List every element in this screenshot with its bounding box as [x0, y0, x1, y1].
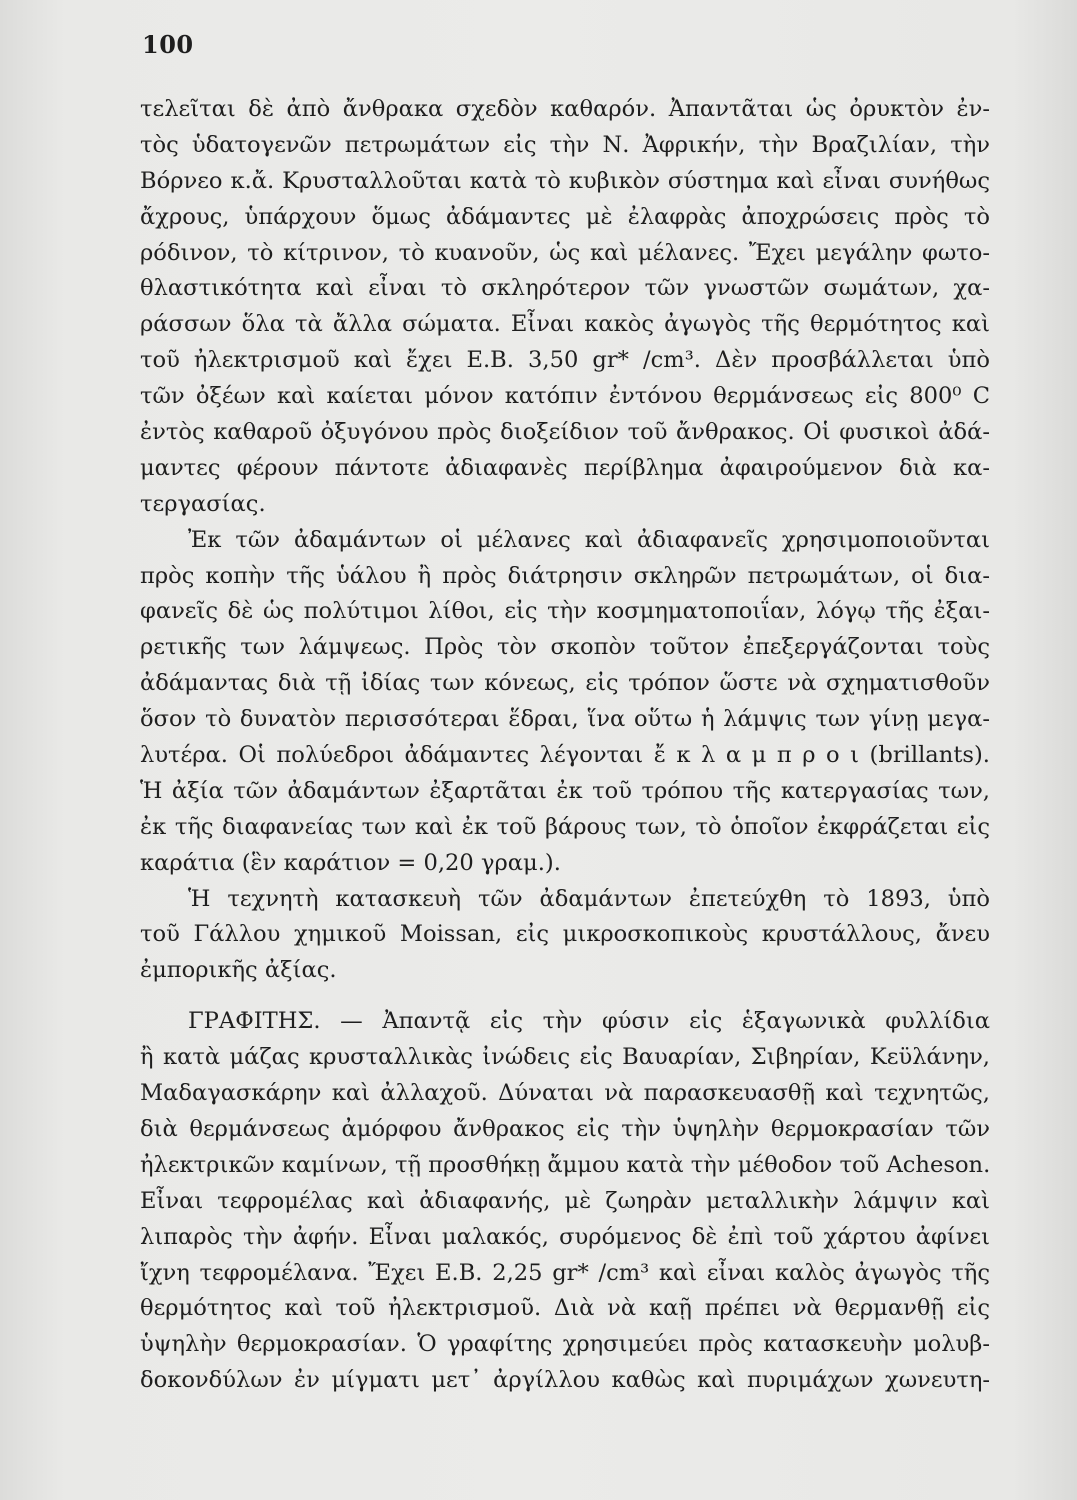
- text-line: καράτια (ἓν καράτιον = 0,20 γραμ.).: [140, 849, 561, 876]
- paragraph-synthetic-diamond: [140, 882, 990, 990]
- text-line: τελεῖται δὲ ἀπὸ ἄνθρακα σχεδὸν καθαρόν. Ἀπαντᾶται ὡς ὀρυκτὸν ἐν-: [140, 96, 990, 122]
- text-line: τῶν ὀξέων καὶ καίεται μόνον κατόπιν ἐντόνου θερμάνσεως εἰς 800⁰ C: [140, 383, 990, 410]
- text-line: Εἶναι τεφρομέλας καὶ ἀδιαφανής, μὲ ζωηρὰν μεταλλικὴν λάμψιν καὶ: [140, 1187, 990, 1214]
- text-line: λυτέρα. Οἱ πολύεδροι ἀδάμαντες λέγονται ἔ κ λ α μ π ρ ο ι (brillants).: [140, 742, 990, 769]
- text-line: λιπαρὸς τὴν ἀφήν. Εἶναι μαλακός, συρόμενος δὲ ἐπὶ τοῦ χάρτου ἀφίνει: [140, 1223, 990, 1250]
- text-line: ἐντὸς καθαροῦ ὀξυγόνου πρὸς διοξείδιον τοῦ ἄνθρακος. Οἱ φυσικοὶ ἀδά-: [140, 419, 990, 446]
- text-line: Ἡ ἀξία τῶν ἀδαμάντων ἐξαρτᾶται ἐκ τοῦ τρόπου τῆς κατεργασίας των,: [140, 777, 990, 804]
- text-line: μαντες φέρουν πάντοτε ἀδιαφανὲς περίβλημα ἀφαιρούμενον διὰ κα-: [140, 454, 990, 481]
- text-line: ἐμπορικῆς ἀξίας.: [140, 957, 337, 984]
- paragraph-graphite: [140, 1004, 990, 1399]
- text-line: ΓΡΑΦΙΤΗΣ. — Ἀπαντᾷ εἰς τὴν φύσιν εἰς ἑξαγωνικὰ φυλλίδια: [188, 1008, 990, 1035]
- text-line: θλαστικότητα καὶ εἶναι τὸ σκληρότερον τῶν γνωστῶν σωμάτων, χα-: [140, 275, 990, 302]
- text-line: τεργασίας.: [140, 490, 266, 517]
- text-line: τοῦ ἠλεκτρισμοῦ καὶ ἔχει Ε.Β. 3,50 gr* /cm³. Δὲν προσβάλλεται ὑπὸ: [140, 347, 990, 374]
- text-line: φανεῖς δὲ ὡς πολύτιμοι λίθοι, εἰς τὴν κοσμηματοποιΐαν, λόγῳ τῆς ἐξαι-: [140, 598, 990, 625]
- page-number: 100: [142, 30, 194, 59]
- text-line: ἄχρους, ὑπάρχουν ὅμως ἀδάμαντες μὲ ἐλαφρὰς ἀποχρώσεις πρὸς τὸ: [140, 203, 990, 230]
- text-line: θερμότητος καὶ τοῦ ἠλεκτρισμοῦ. Διὰ νὰ καῇ πρέπει νὰ θερμανθῇ εἰς: [140, 1295, 990, 1322]
- text-line: Ἡ τεχνητὴ κατασκευὴ τῶν ἀδαμάντων ἐπετεύχθη τὸ 1893, ὑπὸ: [188, 885, 990, 912]
- text-line: τοῦ Γάλλου χημικοῦ Moissan, εἰς μικροσκοπικοὺς κρυστάλλους, ἄνευ: [140, 921, 990, 948]
- text-line: διὰ θερμάνσεως ἀμόρφου ἄνθρακος εἰς τὴν ὑψηλὴν θερμοκρασίαν τῶν: [140, 1115, 990, 1142]
- text-line: Ἐκ τῶν ἀδαμάντων οἱ μέλανες καὶ ἀδιαφανεῖς χρησιμοποιοῦνται: [188, 526, 990, 553]
- text-line: ράσσων ὅλα τὰ ἄλλα σώματα. Εἶναι κακὸς ἀγωγὸς τῆς θερμότητος καὶ: [140, 311, 990, 338]
- body-text: [140, 92, 990, 1399]
- text-line: ἀδάμαντας διὰ τῇ ἰδίας των κόνεως, εἰς τρόπον ὥστε νὰ σχηματισθοῦν: [140, 670, 990, 697]
- text-line: ρόδινον, τὸ κίτρινον, τὸ κυανοῦν, ὡς καὶ μέλανες. Ἔχει μεγάλην φωτο-: [140, 239, 990, 266]
- text-line: ρετικῆς των λάμψεως. Πρὸς τὸν σκοπὸν τοῦτον ἐπεξεργάζονται τοὺς: [140, 634, 990, 661]
- text-line: ἴχνη τεφρομέλανα. Ἔχει Ε.Β. 2,25 gr* /cm³ καὶ εἶναι καλὸς ἀγωγὸς τῆς: [140, 1259, 990, 1286]
- paragraph-diamond-properties: [140, 92, 990, 523]
- text-line: δοκονδύλων ἐν μίγματι μετ᾽ ἀργίλλου καθὼς καὶ πυριμάχων χωνευτη-: [140, 1367, 990, 1394]
- text-line: ἢ κατὰ μάζας κρυσταλλικὰς ἰνώδεις εἰς Βαυαρίαν, Σιβηρίαν, Κεϋλάνην,: [140, 1044, 990, 1071]
- text-line: ὅσον τὸ δυνατὸν περισσότεραι ἕδραι, ἵνα οὕτω ἡ λάμψις των γίνῃ μεγα-: [140, 706, 990, 733]
- text-line: Βόρνεο κ.ἄ. Κρυσταλλοῦται κατὰ τὸ κυβικὸν σύστημα καὶ εἶναι συνήθως: [140, 167, 990, 194]
- text-line: ἐκ τῆς διαφανείας των καὶ ἐκ τοῦ βάρους των, τὸ ὁποῖον ἐκφράζεται εἰς: [140, 813, 990, 840]
- text-line: ὑψηλὴν θερμοκρασίαν. Ὁ γραφίτης χρησιμεύει πρὸς κατασκευὴν μολυβ-: [140, 1331, 990, 1358]
- text-line: τὸς ὑδατογενῶν πετρωμάτων εἰς τὴν Ν. Ἀφρικήν, τὴν Βραζιλίαν, τὴν: [140, 131, 990, 158]
- text-line: Μαδαγασκάρην καὶ ἀλλαχοῦ. Δύναται νὰ παρασκευασθῇ καὶ τεχνητῶς,: [140, 1080, 990, 1107]
- text-line: ἠλεκτρικῶν καμίνων, τῇ προσθήκῃ ἄμμου κατὰ τὴν μέθοδον τοῦ Acheson.: [140, 1151, 991, 1178]
- text-line: πρὸς κοπὴν τῆς ὑάλου ἢ πρὸς διάτρησιν σκληρῶν πετρωμάτων, οἱ δια-: [140, 562, 990, 589]
- paragraph-diamond-uses: [140, 523, 990, 882]
